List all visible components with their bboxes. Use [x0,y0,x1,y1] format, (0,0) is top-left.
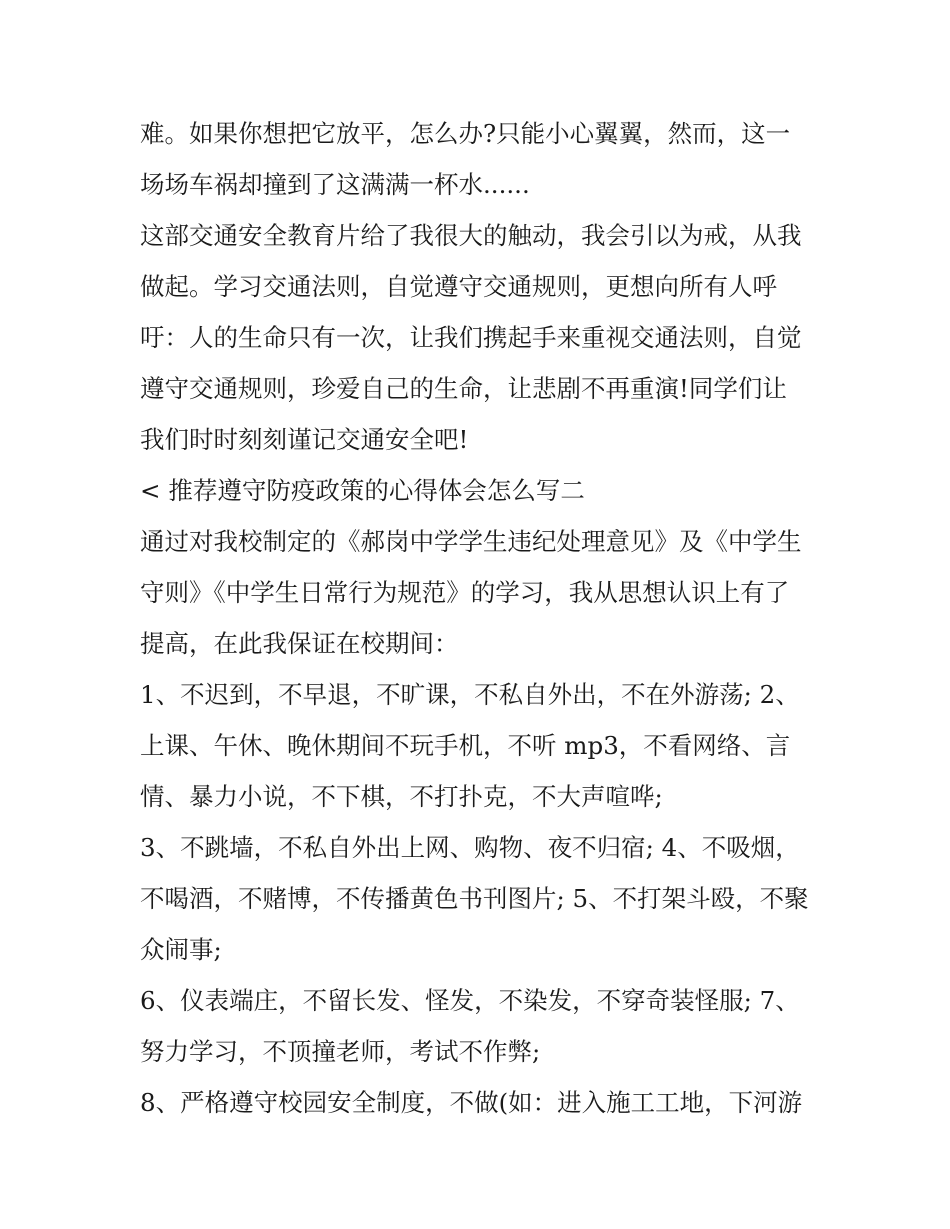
text-line: 6、仪表端庄，不留长发、怪发，不染发，不穿奇装怪服; 7、 [140,986,800,1015]
text-line: 努力学习，不顶撞老师，考试不作弊; [140,1037,541,1066]
text-line: 3、不跳墙，不私自外出上网、购物、夜不归宿; 4、不吸烟， [140,833,800,862]
text-line: 守则》《中学生日常行为规范》的学习，我从思想认识上有了 [140,578,790,607]
text-line: 场场车祸却撞到了这满满一杯水...... [140,170,530,199]
section-heading: < 推荐遵守防疫政策的心得体会怎么写二 [140,476,585,505]
text-line: 众闹事; [140,935,222,964]
text-line: 难。如果你想把它放平，怎么办?只能小心翼翼，然而，这一 [140,119,791,148]
text-line: 提高，在此我保证在校期间： [140,629,459,658]
text-line: 遵守交通规则，珍爱自己的生命，让悲剧不再重演!同学们让 [140,374,787,403]
text-line: 上课、午休、晚休期间不玩手机，不听 mp3，不看网络、言 [140,731,791,760]
text-line: 8、严格遵守校园安全制度，不做(如：进入施工工地，下河游 [140,1088,803,1117]
text-line: 做起。学习交通法则，自觉遵守交通规则，更想向所有人呼 [140,272,777,301]
text-line: 1、不迟到，不早退，不旷课，不私自外出，不在外游荡; 2、 [140,680,800,709]
text-line: 不喝酒，不赌博，不传播黄色书刊图片; 5、不打架斗殴，不聚 [140,884,809,913]
text-line: 这部交通安全教育片给了我很大的触动，我会引以为戒，从我 [140,221,802,250]
document-body [140,108,820,1128]
text-line: 吁：人的生命只有一次，让我们携起手来重视交通法则，自觉 [140,323,802,352]
text-line: 通过对我校制定的《郝岗中学学生违纪处理意见》及《中学生 [140,527,802,556]
text-line: 情、暴力小说，不下棋，不打扑克，不大声喧哗; [140,782,663,811]
text-line: 我们时时刻刻谨记交通安全吧! [140,425,469,454]
